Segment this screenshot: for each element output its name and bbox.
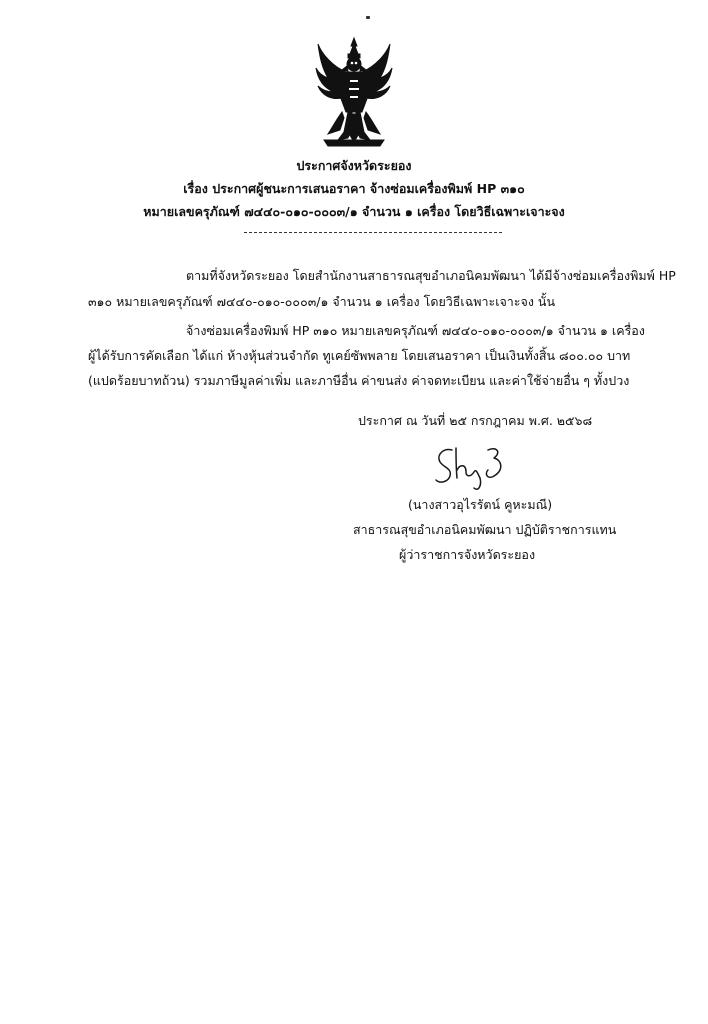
signatory-position: สาธารณสุขอำเภอนิคมพัฒนา ปฏิบัติราชการแทน: [353, 522, 617, 537]
garuda-emblem-icon: [314, 36, 394, 150]
separator-line: [244, 232, 502, 233]
paragraph-2-line-3: (แปดร้อยบาทถ้วน) รวมภาษีมูลค่าเพิ่ม และภาษีอื่น ค่าขนส่ง ค่าจดทะเบียน และค่าใช้จ่ายอื่น ๆ ทั้งปวง: [88, 373, 630, 388]
paragraph-2-line-1: จ้างซ่อมเครื่องพิมพ์ HP ๓๑๐ หมายเลขครุภัณฑ์ ๗๔๔๐-๐๑๐-๐๐๐๓/๑ จำนวน ๑ เครื่อง: [186, 323, 645, 338]
signatory-name: (นางสาวอุไรรัตน์ คูหะมณี): [408, 497, 553, 512]
handwritten-signature-icon: [430, 444, 512, 494]
announcement-subject-continued: หมายเลขครุภัณฑ์ ๗๔๔๐-๐๑๐-๐๐๐๓/๑ จำนวน ๑ เครื่อง โดยวิธีเฉพาะเจาะจง: [143, 204, 565, 219]
paragraph-1-line-2: ๓๑๐ หมายเลขครุภัณฑ์ ๗๔๔๐-๐๑๐-๐๐๐๓/๑ จำนวน ๑ เครื่อง โดยวิธีเฉพาะเจาะจง นั้น: [88, 294, 556, 309]
paragraph-2-line-2: ผู้ได้รับการคัดเลือก ได้แก่ ห้างหุ้นส่วนจำกัด ทูเคย์ซัพพลาย โดยเสนอราคา เป็นเงินทั้งสิ้น ๘๐๐.๐๐ บาท: [88, 348, 631, 363]
announcement-subject: เรื่อง ประกาศผู้ชนะการเสนอราคา จ้างซ่อมเครื่องพิมพ์ HP ๓๑๐: [183, 181, 525, 196]
paragraph-1-line-1: ตามที่จังหวัดระยอง โดยสำนักงานสาธารณสุขอำเภอนิคมพัฒนา ได้มีจ้างซ่อมเครื่องพิมพ์ HP: [186, 268, 676, 283]
signatory-position-continued: ผู้ว่าราชการจังหวัดระยอง: [399, 547, 536, 562]
announcement-date: ประกาศ ณ วันที่ ๒๕ กรกฎาคม พ.ศ. ๒๕๖๘: [358, 413, 593, 428]
announcement-title: ประกาศจังหวัดระยอง: [296, 158, 412, 173]
scan-speck: [366, 16, 370, 19]
